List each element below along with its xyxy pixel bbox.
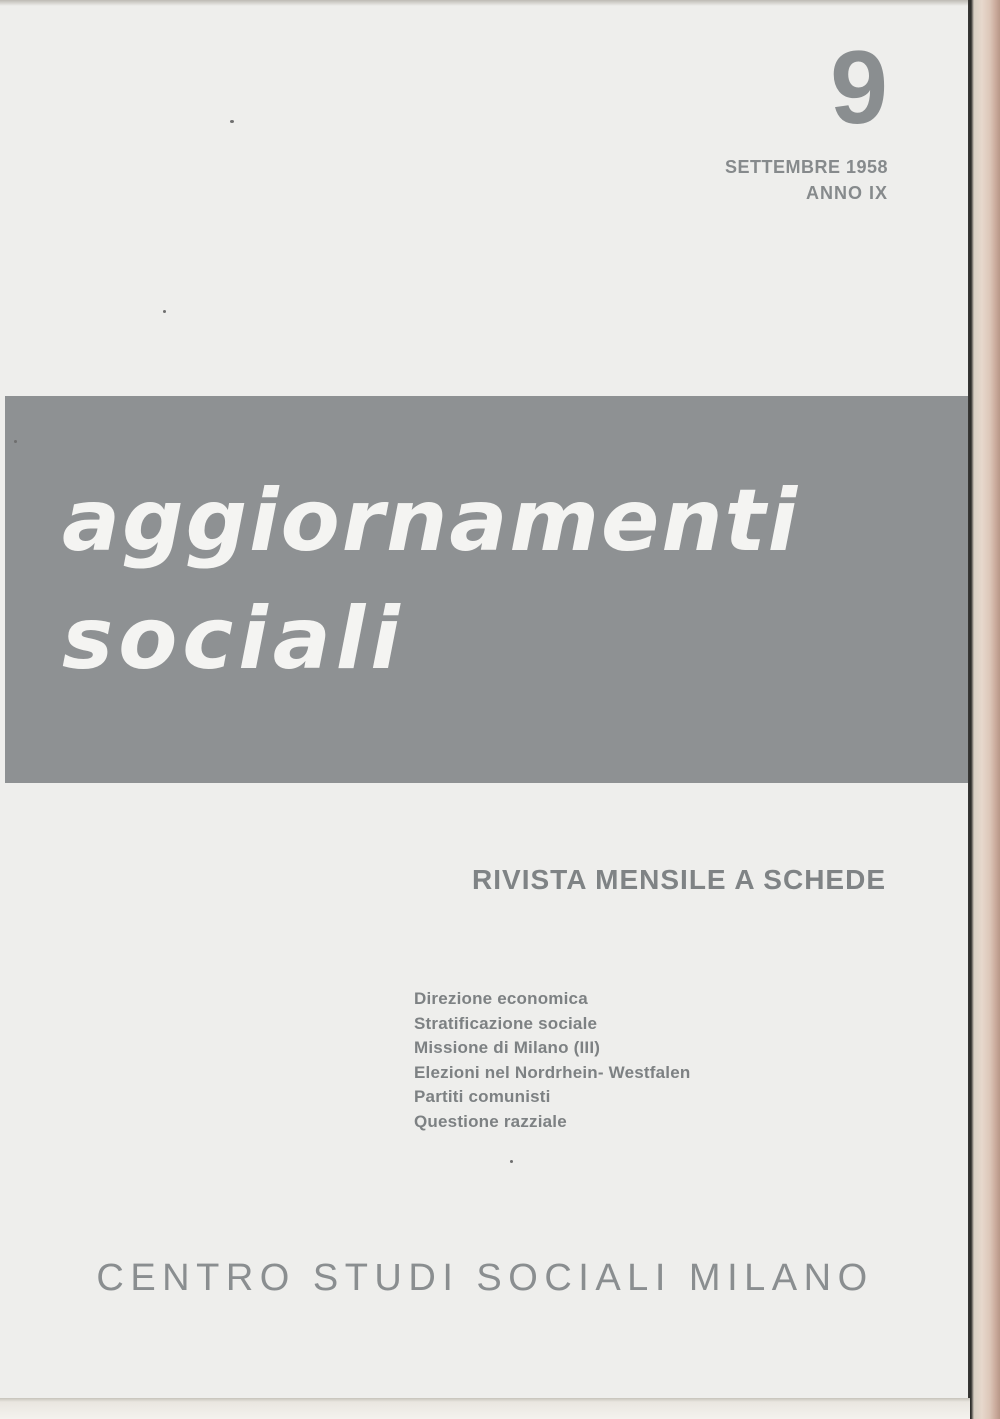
dust-speck	[163, 310, 166, 313]
contents-item: Partiti comunisti	[414, 1087, 551, 1106]
dust-speck	[510, 1160, 513, 1163]
issue-number: 9	[830, 30, 888, 146]
contents-item: Elezioni nel Nordrhein- Westfalen	[414, 1062, 691, 1082]
dust-speck	[230, 120, 234, 123]
contents-item: Questione razziale	[414, 1111, 567, 1131]
contents-item: Direzione economica	[414, 989, 588, 1008]
contents-list	[414, 987, 690, 1134]
contents-item: Stratificazione sociale	[414, 1013, 598, 1033]
issue-date: SETTEMBRE 1958	[724, 157, 888, 177]
subtitle: RIVISTA MENSILE A SCHEDE	[472, 864, 886, 895]
title-line-2: sociali	[62, 589, 405, 689]
publisher: CENTRO STUDI SOCIALI MILANO	[96, 1257, 874, 1299]
scan-top-edge	[0, 0, 970, 6]
contents-item: Missione di Milano (III)	[414, 1038, 601, 1057]
title-line-1: aggiornamenti	[62, 471, 800, 571]
scan-bottom-edge	[0, 1398, 970, 1419]
issue-year: ANNO IX	[805, 183, 888, 203]
scan-right-edge	[968, 0, 1000, 1419]
dust-speck	[14, 440, 17, 443]
